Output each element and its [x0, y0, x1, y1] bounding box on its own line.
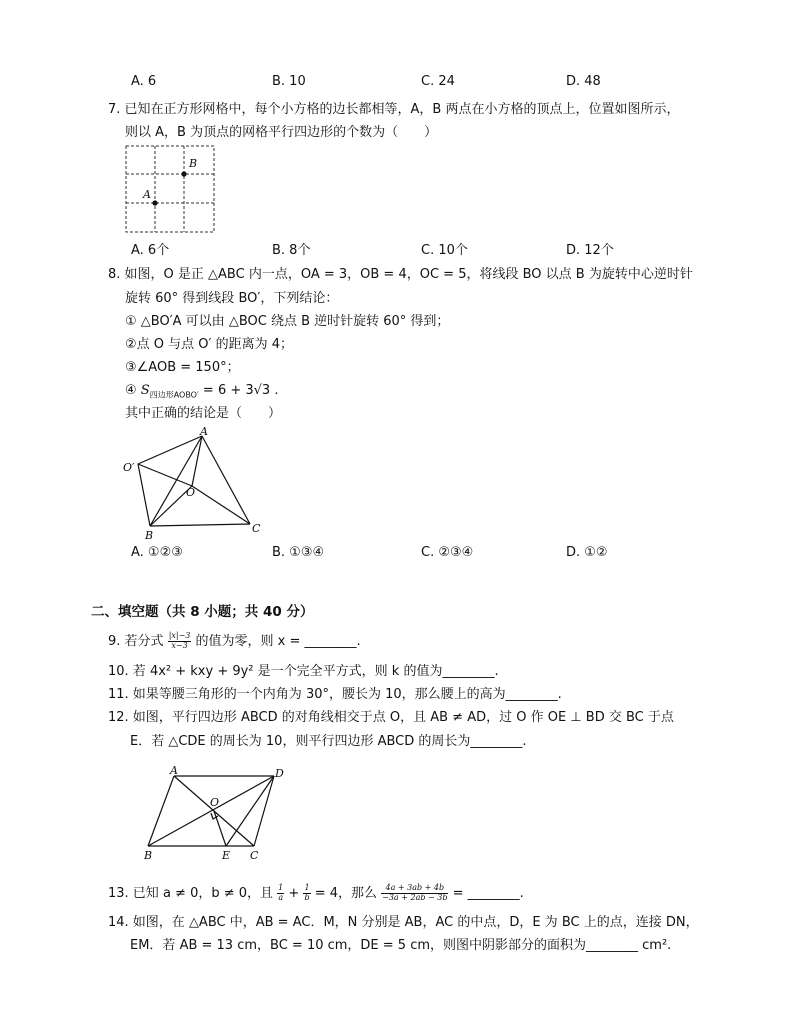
q7-stem-line2: 则以 A，B 为顶点的网格平行四边形的个数为（ ） — [125, 125, 438, 140]
q8-option-d: D. ①② — [566, 545, 608, 560]
q12-label-o: O — [210, 796, 220, 809]
q14-stem-line1: 14. 如图，在 △ABC 中，AB = AC．M，N 分别是 AB，AC 的中点，D，E 为 BC 上的点，连接 DN， — [108, 915, 699, 930]
q9-fraction-denominator: x−3 — [171, 640, 188, 650]
q7-point-b — [181, 171, 186, 176]
q13-fraction-2-numerator: 1 — [304, 883, 310, 892]
q13-suffix: = ________. — [452, 885, 524, 901]
q13-plus: + — [288, 885, 300, 901]
q8-label-o: O — [186, 486, 196, 499]
q8-area-value: = 6 + 3√3 . — [198, 383, 279, 398]
q7-stem-line1: 7. 已知在正方形网格中，每个小方格的边长都相等，A，B 两点在小方格的顶点上，位置如图所示， — [108, 102, 680, 117]
q6-option-b: B. 10 — [272, 74, 306, 89]
q12-label-b: B — [144, 849, 153, 862]
q9-line — [108, 632, 361, 651]
q10-line: 10. 若 4x² + kxy + 9y² 是一个完全平方式，则 k 的值为________. — [108, 664, 499, 679]
q7-option-a: A. 6个 — [131, 243, 170, 258]
q13-fraction-3 — [381, 884, 448, 903]
q13-fraction-2 — [303, 884, 310, 903]
q13-fraction-1-numerator: 1 — [278, 883, 284, 892]
q7-label-a: A — [143, 188, 151, 201]
q7-point-a — [152, 200, 157, 205]
q9-suffix: 的值为零，则 x = ________. — [195, 633, 361, 649]
q7-option-d: D. 12个 — [566, 243, 614, 258]
q8-label-o-prime: O′ — [123, 461, 135, 474]
q8-statement-4 — [125, 383, 278, 400]
q12-stem-line1: 12. 如图，平行四边形 ABCD 的对角线相交于点 O，且 AB ≠ AD，过 O 作 OE ⊥ BD 交 BC 于点 — [108, 710, 674, 725]
q6-option-a: A. 6 — [131, 74, 157, 89]
q12-parallelogram-figure — [138, 764, 298, 864]
q7-option-c: C. 10个 — [421, 243, 468, 258]
section-title-fill-in: 二、填空题（共 8 小题；共 40 分） — [91, 604, 314, 620]
q13-prefix: 13. 已知 a ≠ 0，b ≠ 0，且 — [108, 885, 274, 901]
q6-option-d: D. 48 — [566, 74, 601, 89]
q8-triangle-figure — [118, 424, 268, 544]
q8-question: 其中正确的结论是（ ） — [125, 406, 282, 421]
q8-stem-line1: 8. 如图，O 是正 △ABC 内一点，OA = 3，OB = 4，OC = 5，将线段 BO 以点 B 为旋转中心逆时针 — [108, 267, 693, 282]
q8-label-a: A — [200, 425, 208, 438]
q7-grid-figure — [120, 140, 220, 236]
q8-option-a: A. ①②③ — [131, 545, 183, 560]
q13-fraction-3-denominator: −3a + 2ab − 3b — [382, 892, 448, 902]
q8-option-b: B. ①③④ — [272, 545, 325, 560]
q9-fraction — [168, 632, 192, 651]
q12-label-c: C — [250, 849, 259, 862]
q8-area-symbol: S — [140, 383, 150, 398]
q6-option-c: C. 24 — [421, 74, 455, 89]
q11-line: 11. 如果等腰三角形的一个内角为 30°，腰长为 10，那么腰上的高为________. — [108, 687, 562, 702]
q8-area-subscript: 四边形AOBO′ — [149, 390, 199, 400]
q14-stem-line2: EM．若 AB = 13 cm，BC = 10 cm，DE = 5 cm，则图中阴影部分的面积为________ cm². — [130, 938, 672, 953]
q12-label-a: A — [170, 764, 178, 777]
q13-line — [108, 884, 524, 903]
q8-option-c: C. ②③④ — [421, 545, 474, 560]
q9-fraction-numerator: |x|−3 — [168, 631, 191, 640]
q8-statement-3: ③∠AOB = 150°； — [125, 360, 240, 375]
q13-fraction-2-denominator: b — [304, 892, 310, 902]
q13-fraction-3-numerator: 4a + 3ab + 4b — [381, 884, 448, 894]
q7-option-b: B. 8个 — [272, 243, 311, 258]
q8-label-b: B — [145, 529, 154, 542]
q12-label-d: D — [275, 767, 284, 780]
q8-statement-1: ① △BO′A 可以由 △BOC 绕点 B 逆时针旋转 60° 得到； — [125, 314, 450, 329]
q13-fraction-1 — [277, 884, 284, 903]
q8-statement-2: ②点 O 与点 O′ 的距离为 4； — [125, 337, 294, 352]
q13-fraction-1-denominator: a — [278, 892, 284, 902]
q13-middle: = 4，那么 — [314, 885, 377, 901]
q8-label-c: C — [252, 522, 261, 535]
q12-label-e: E — [222, 849, 231, 862]
q12-stem-line2: E．若 △CDE 的周长为 10，则平行四边形 ABCD 的周长为________. — [130, 734, 527, 749]
q8-statement-4-mark: ④ — [125, 383, 137, 398]
q7-label-b: B — [189, 157, 198, 170]
q8-stem-line2: 旋转 60° 得到线段 BO′，下列结论： — [125, 291, 339, 306]
q9-prefix: 9. 若分式 — [108, 633, 164, 649]
